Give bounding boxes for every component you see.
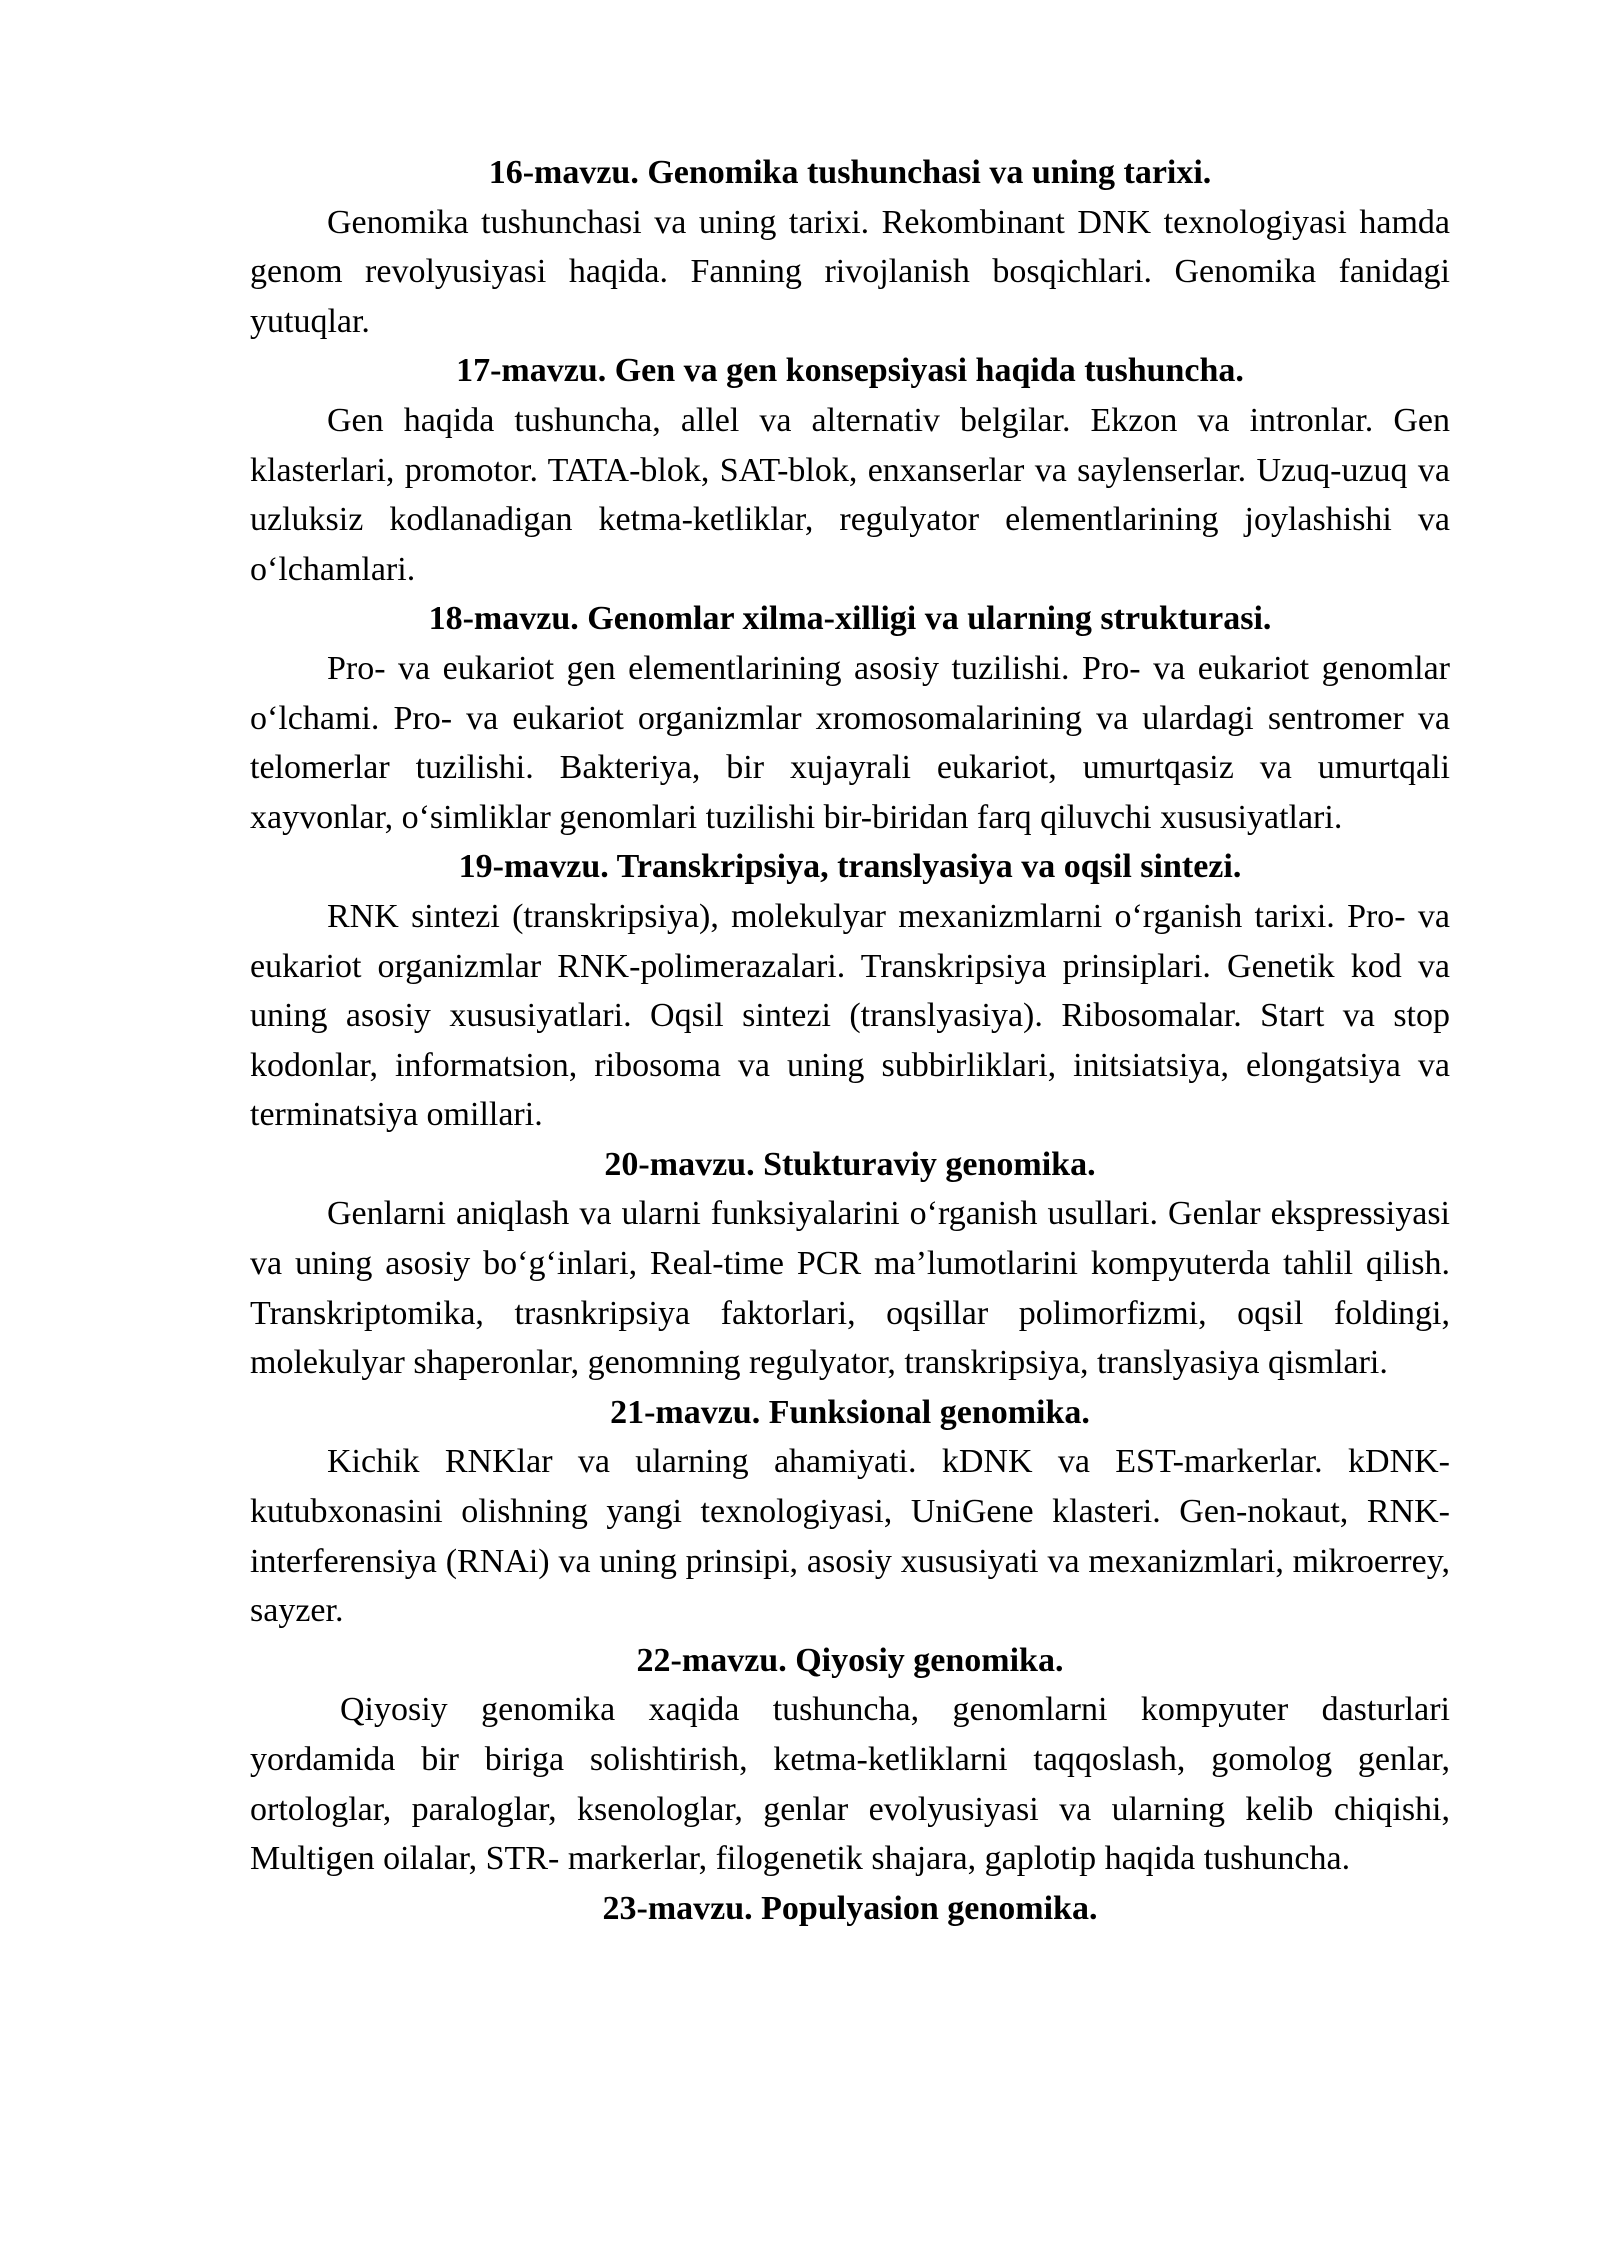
topic-18: [250, 594, 1450, 842]
topic-paragraph: RNK sintezi (transkripsiya), molekulyar mexanizmlarni o‘rganish tarixi. Pro- va eukariot organizmlar RNK-polimerazalari. Transkripsiya prinsiplari. Genetik kod va uning asosiy xususiyatlari. Oqsil sintezi (translyasiya). Ribosomalar. Start va stop kodonlar, informatsion, ribosoma va uning subbirliklari, initsiatsiya, elongatsiya va terminatsiya omillari.: [250, 897, 1450, 1134]
topic-heading: 20-mavzu. Stukturaviy genomika.: [604, 1145, 1096, 1183]
topic-paragraph: Gen haqida tushuncha, allel va alternativ belgilar. Ekzon va intronlar. Gen klasterlari, promotor. TATA-blok, SAT-blok, enxanserlar va saylenserlar. Uzuq-uzuq va uzluksiz kodlanadigan ketma-ketliklar, regulyator elementlarining joylashishi va o‘lchamlari.: [250, 401, 1450, 588]
topic-paragraph: Qiyosiy genomika xaqida tushuncha, genomlarni kompyuter dasturlari yordamida bir biriga solishtirish, ketma-ketliklarni taqqoslash, gomolog genlar, ortologlar, paraloglar, ksenologlar, genlar evolyusiyasi va ularning kelib chiqishi, Multigen oilalar, STR- markerlar, filogenetik shajara, gaplotip haqida tushuncha.: [250, 1691, 1450, 1878]
topic-21: [250, 1388, 1450, 1636]
topic-heading: 21-mavzu. Funksional genomika.: [610, 1393, 1090, 1431]
topic-heading: 17-mavzu. Gen va gen konsepsiyasi haqida tushuncha.: [456, 352, 1244, 390]
document-page: [250, 148, 1450, 1933]
topic-heading: 22-mavzu. Qiyosiy genomika.: [636, 1641, 1064, 1679]
topic-heading: 16-mavzu. Genomika tushunchasi va uning tarixi.: [488, 154, 1212, 191]
topic-22: [250, 1636, 1450, 1884]
topic-paragraph: Kichik RNKlar va ularning ahamiyati. kDNK va EST-markerlar. kDNK-kutubxonasini olishning yangi texnologiyasi, UniGene klasteri. Gen-nokaut, RNK-interferensiya (RNAi) va uning prinsipi, asosiy xususiyati va mexanizmlari, mikroerrey, sayzer.: [250, 1443, 1450, 1630]
topic-paragraph: Genlarni aniqlash va ularni funksiyalarini o‘rganish usullari. Genlar ekspressiyasi va uning asosiy bo‘g‘inlari, Real-time PCR ma’lumotlarini kompyuterda tahlil qilish. Transkriptomika, trasnkripsiya faktorlari, oqsillar polimorfizmi, oqsil foldingi, molekulyar shaperonlar, genomning regulyator, transkripsiya, translyasiya qismlari.: [250, 1195, 1450, 1382]
topic-heading: 23-mavzu. Populyasion genomika.: [602, 1889, 1098, 1927]
topic-19: [250, 842, 1450, 1140]
topic-20: [250, 1140, 1450, 1388]
topic-17: [250, 346, 1450, 594]
topic-23: [250, 1884, 1450, 1934]
topic-heading: 19-mavzu. Transkripsiya, translyasiya va oqsil sintezi.: [458, 848, 1242, 886]
topic-16: [250, 148, 1450, 346]
topic-paragraph: Genomika tushunchasi va uning tarixi. Rekombinant DNK texnologiyasi hamda genom revolyusiyasi haqida. Fanning rivojlanish bosqichlari. Genomika fanidagi yutuqlar.: [250, 203, 1450, 340]
topic-heading: 18-mavzu. Genomlar xilma-xilligi va ularning strukturasi.: [428, 600, 1272, 638]
topic-paragraph: Pro- va eukariot gen elementlarining asosiy tuzilishi. Pro- va eukariot genomlar o‘lchami. Pro- va eukariot organizmlar xromosomalarining va ulardagi sentromer va telomerlar tuzilishi. Bakteriya, bir xujayrali eukariot, umurtqasiz va umurtqali xayvonlar, o‘simliklar genomlari tuzilishi bir-biridan farq qiluvchi xususiyatlari.: [250, 649, 1450, 836]
